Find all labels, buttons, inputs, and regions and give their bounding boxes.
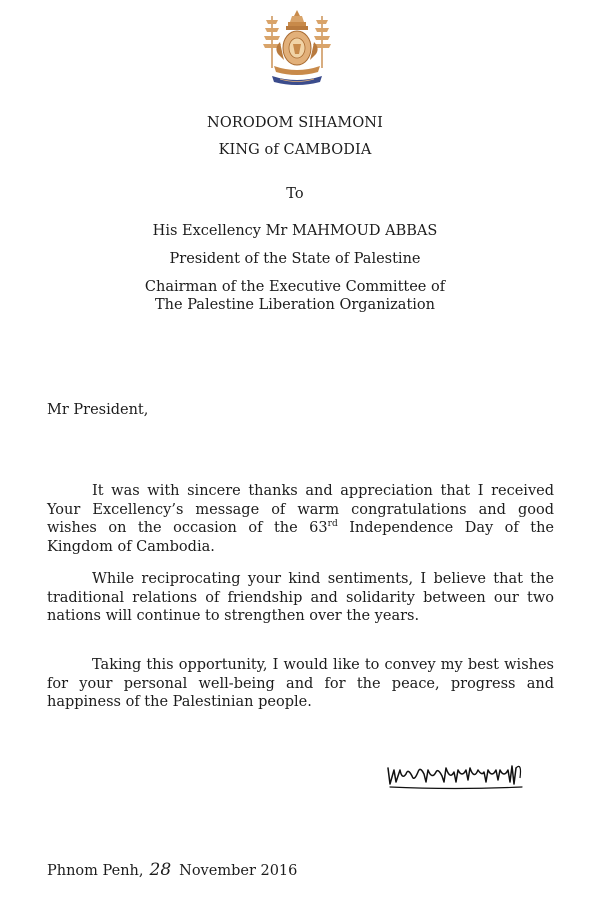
month-year: November 2016	[179, 863, 298, 879]
addressee-line-1: His Excellency Mr MAHMOUD ABBAS	[152, 223, 438, 239]
place: Phnom Penh,	[47, 863, 144, 879]
royal-coat-of-arms-icon	[258, 8, 336, 90]
addressee-line-4: The Palestine Liberation Organization	[155, 297, 435, 313]
salutation: Mr President,	[47, 402, 149, 418]
paragraph-1-text: It was with sincere thanks and appreciation that I received Your Excellency’s message of warm congratulations and good wishes on the occasion of the 63	[47, 483, 554, 536]
sender-name: NORODOM SIHAMONI	[207, 115, 383, 131]
addressee-line-3: Chairman of the Executive Committee of	[144, 279, 446, 295]
to-label: To	[286, 186, 304, 202]
body-paragraph-2: While reciprocating your kind sentiments, I believe that the traditional relations of friendship and solidarity between our two nations will continue to strengthen over the years.	[47, 571, 554, 624]
addressee-line-2: President of the State of Palestine	[169, 251, 421, 267]
handwritten-day: 28	[149, 860, 172, 880]
body-paragraph-3: Taking this opportunity, I would like to convey my best wishes for your personal well-being and for the peace, progress and happiness of the Palestinian people.	[47, 657, 554, 710]
sender-title: KING of CAMBODIA	[218, 142, 372, 158]
body-paragraph-1	[47, 482, 554, 556]
place-and-date	[47, 860, 297, 880]
ordinal-suffix: rd	[327, 519, 338, 530]
handwritten-signature-icon	[384, 754, 544, 794]
paragraph-1-text-end: Independence Day of the Kingdom of Cambodia.	[47, 520, 554, 555]
